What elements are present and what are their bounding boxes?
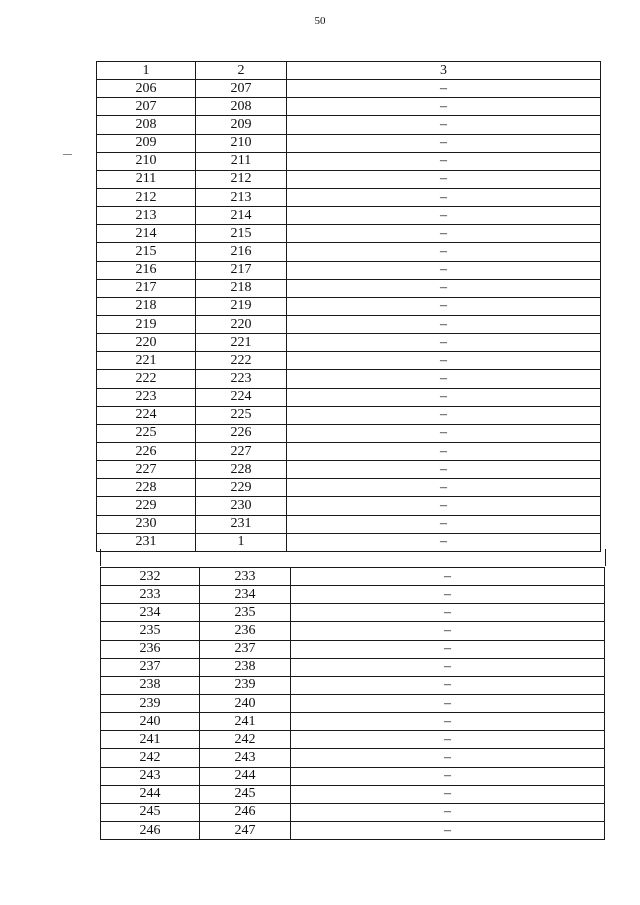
table-row	[97, 315, 601, 333]
table-cell-col-3: –	[287, 279, 601, 297]
table-cell-col-1: 221	[97, 352, 196, 370]
table-cell-col-1: 243	[101, 767, 200, 785]
table-row	[97, 243, 601, 261]
table-cell-col-3: –	[291, 821, 605, 839]
table-row	[97, 388, 601, 406]
table-cell-col-3: –	[291, 676, 605, 694]
table-cell-col-3: –	[287, 225, 601, 243]
table-row	[97, 80, 601, 98]
table-cell-col-1: 230	[97, 515, 196, 533]
table-cell-col-3: –	[291, 731, 605, 749]
table-row	[101, 821, 605, 839]
table-cell-col-1: 223	[97, 388, 196, 406]
table-cell-col-1: 228	[97, 479, 196, 497]
table-cell-col-2: 223	[196, 370, 287, 388]
table-row	[97, 207, 601, 225]
table-cell-col-1: 215	[97, 243, 196, 261]
table-cell-col-2: 246	[200, 803, 291, 821]
table-cell-col-3: –	[287, 80, 601, 98]
table-cell-col-1: 237	[101, 658, 200, 676]
table-cell-col-3: –	[287, 98, 601, 116]
table-cell-col-3: –	[291, 749, 605, 767]
table-cell-col-3: –	[291, 622, 605, 640]
table-cell-col-2: 234	[200, 586, 291, 604]
table-row	[97, 370, 601, 388]
header-cell-2: 2	[196, 62, 287, 80]
table-cell-col-2: 238	[200, 658, 291, 676]
table-row	[97, 406, 601, 424]
table-cell-col-1: 212	[97, 188, 196, 206]
table-cell-col-3: –	[287, 424, 601, 442]
table-row	[101, 713, 605, 731]
table-cell-col-2: 233	[200, 568, 291, 586]
table-cell-col-2: 240	[200, 694, 291, 712]
table-cell-col-3: –	[287, 334, 601, 352]
table-cell-col-3: –	[287, 315, 601, 333]
table-cell-col-2: 239	[200, 676, 291, 694]
table-row	[101, 731, 605, 749]
table-cell-col-1: 232	[101, 568, 200, 586]
table-row	[97, 297, 601, 315]
table-row	[101, 604, 605, 622]
table-row	[101, 622, 605, 640]
table-cell-col-3: –	[287, 352, 601, 370]
table-row	[101, 640, 605, 658]
table-cell-col-2: 216	[196, 243, 287, 261]
table-cell-col-2: 222	[196, 352, 287, 370]
table-row	[101, 658, 605, 676]
table-cell-col-2: 220	[196, 315, 287, 333]
table-cell-col-2: 212	[196, 170, 287, 188]
table-cell-col-3: –	[291, 658, 605, 676]
table-cell-col-2: 247	[200, 821, 291, 839]
table-row	[101, 586, 605, 604]
table-cell-col-3: –	[287, 152, 601, 170]
table-row	[97, 279, 601, 297]
table-cell-col-1: 226	[97, 442, 196, 460]
table-cell-col-3: –	[287, 497, 601, 515]
table-row	[101, 803, 605, 821]
table-cell-col-1: 219	[97, 315, 196, 333]
table-row	[97, 479, 601, 497]
table-row	[101, 568, 605, 586]
table-cell-col-2: 213	[196, 188, 287, 206]
table-cell-col-1: 240	[101, 713, 200, 731]
table-cell-col-2: 243	[200, 749, 291, 767]
table-cell-col-2: 1	[196, 533, 287, 551]
table-cell-col-3: –	[287, 116, 601, 134]
table-cell-col-1: 217	[97, 279, 196, 297]
table-row	[101, 749, 605, 767]
table-cell-col-1: 236	[101, 640, 200, 658]
margin-mark	[63, 154, 72, 155]
table-cell-col-2: 244	[200, 767, 291, 785]
table-cell-col-2: 210	[196, 134, 287, 152]
table-cell-col-2: 209	[196, 116, 287, 134]
table-cell-col-2: 231	[196, 515, 287, 533]
table-cell-col-3: –	[291, 785, 605, 803]
table-cell-col-3: –	[291, 604, 605, 622]
table-cell-col-2: 230	[196, 497, 287, 515]
table-cell-col-2: 245	[200, 785, 291, 803]
table-cell-col-1: 242	[101, 749, 200, 767]
table-cell-col-3: –	[287, 461, 601, 479]
table-cell-col-1: 224	[97, 406, 196, 424]
table-row	[97, 334, 601, 352]
table-row	[101, 767, 605, 785]
table-cell-col-2: 228	[196, 461, 287, 479]
table-cell-col-2: 221	[196, 334, 287, 352]
table-cell-col-1: 238	[101, 676, 200, 694]
table-cell-col-1: 235	[101, 622, 200, 640]
table-cell-col-3: –	[287, 170, 601, 188]
table-top	[96, 61, 601, 552]
table-cell-col-2: 237	[200, 640, 291, 658]
table-cell-col-1: 210	[97, 152, 196, 170]
table-cell-col-1: 214	[97, 225, 196, 243]
table-cell-col-2: 236	[200, 622, 291, 640]
table-cell-col-2: 207	[196, 80, 287, 98]
table-cell-col-3: –	[287, 388, 601, 406]
table-cell-col-1: 231	[97, 533, 196, 551]
table-cell-col-1: 233	[101, 586, 200, 604]
header-cell-3: 3	[287, 62, 601, 80]
table-cell-col-2: 211	[196, 152, 287, 170]
table-row	[97, 461, 601, 479]
table-row	[97, 225, 601, 243]
table-cell-col-3: –	[291, 713, 605, 731]
table-cell-col-3: –	[287, 134, 601, 152]
table-cell-col-2: 224	[196, 388, 287, 406]
table-cell-col-1: 220	[97, 334, 196, 352]
table-row	[97, 152, 601, 170]
table-cell-col-2: 226	[196, 424, 287, 442]
table-cell-col-1: 213	[97, 207, 196, 225]
header-cell-1: 1	[97, 62, 196, 80]
table-bottom	[100, 567, 605, 840]
table-cell-col-2: 208	[196, 98, 287, 116]
table-cell-col-1: 207	[97, 98, 196, 116]
table-cell-col-3: –	[287, 207, 601, 225]
table-cell-col-2: 241	[200, 713, 291, 731]
table-cell-col-2: 225	[196, 406, 287, 424]
table-cell-col-3: –	[287, 297, 601, 315]
table-cell-col-3: –	[291, 803, 605, 821]
table-cell-col-1: 246	[101, 821, 200, 839]
table-cell-col-1: 209	[97, 134, 196, 152]
table-row	[97, 116, 601, 134]
table-cell-col-1: 244	[101, 785, 200, 803]
table-row	[97, 188, 601, 206]
table-row	[97, 170, 601, 188]
table-row	[101, 676, 605, 694]
table-cell-col-3: –	[287, 261, 601, 279]
table-row	[97, 98, 601, 116]
table-row	[101, 785, 605, 803]
table-row	[101, 694, 605, 712]
table-cell-col-2: 217	[196, 261, 287, 279]
table-cell-col-2: 229	[196, 479, 287, 497]
table-cell-col-3: –	[287, 533, 601, 551]
table-cell-col-1: 206	[97, 80, 196, 98]
table-row	[97, 497, 601, 515]
table-cell-col-1: 211	[97, 170, 196, 188]
table-cell-col-1: 208	[97, 116, 196, 134]
table-cell-col-3: –	[287, 479, 601, 497]
table-cell-col-3: –	[287, 370, 601, 388]
table-cell-col-3: –	[291, 586, 605, 604]
table-cell-col-2: 218	[196, 279, 287, 297]
page-number: 50	[314, 15, 326, 27]
table-row	[97, 515, 601, 533]
table-gap-row	[100, 549, 606, 566]
table-cell-col-1: 222	[97, 370, 196, 388]
table-cell-col-3: –	[287, 243, 601, 261]
table-cell-col-1: 245	[101, 803, 200, 821]
table-header-row	[97, 62, 601, 80]
table-cell-col-1: 229	[97, 497, 196, 515]
table-cell-col-1: 239	[101, 694, 200, 712]
table-cell-col-2: 235	[200, 604, 291, 622]
table-cell-col-1: 218	[97, 297, 196, 315]
table-cell-col-2: 214	[196, 207, 287, 225]
table-cell-col-1: 234	[101, 604, 200, 622]
table-cell-col-3: –	[291, 767, 605, 785]
table-row	[97, 424, 601, 442]
table-row	[97, 261, 601, 279]
table-cell-col-1: 216	[97, 261, 196, 279]
table-cell-col-3: –	[291, 694, 605, 712]
table-cell-col-3: –	[291, 640, 605, 658]
table-cell-col-3: –	[291, 568, 605, 586]
table-row	[97, 352, 601, 370]
table-cell-col-1: 225	[97, 424, 196, 442]
table-cell-col-3: –	[287, 406, 601, 424]
table-cell-col-2: 215	[196, 225, 287, 243]
table-cell-col-3: –	[287, 442, 601, 460]
table-row	[97, 134, 601, 152]
table-cell-col-2: 242	[200, 731, 291, 749]
table-cell-col-1: 241	[101, 731, 200, 749]
table-cell-col-1: 227	[97, 461, 196, 479]
table-cell-col-2: 219	[196, 297, 287, 315]
table-cell-col-2: 227	[196, 442, 287, 460]
table-cell-col-3: –	[287, 515, 601, 533]
table-row	[97, 442, 601, 460]
table-cell-col-3: –	[287, 188, 601, 206]
